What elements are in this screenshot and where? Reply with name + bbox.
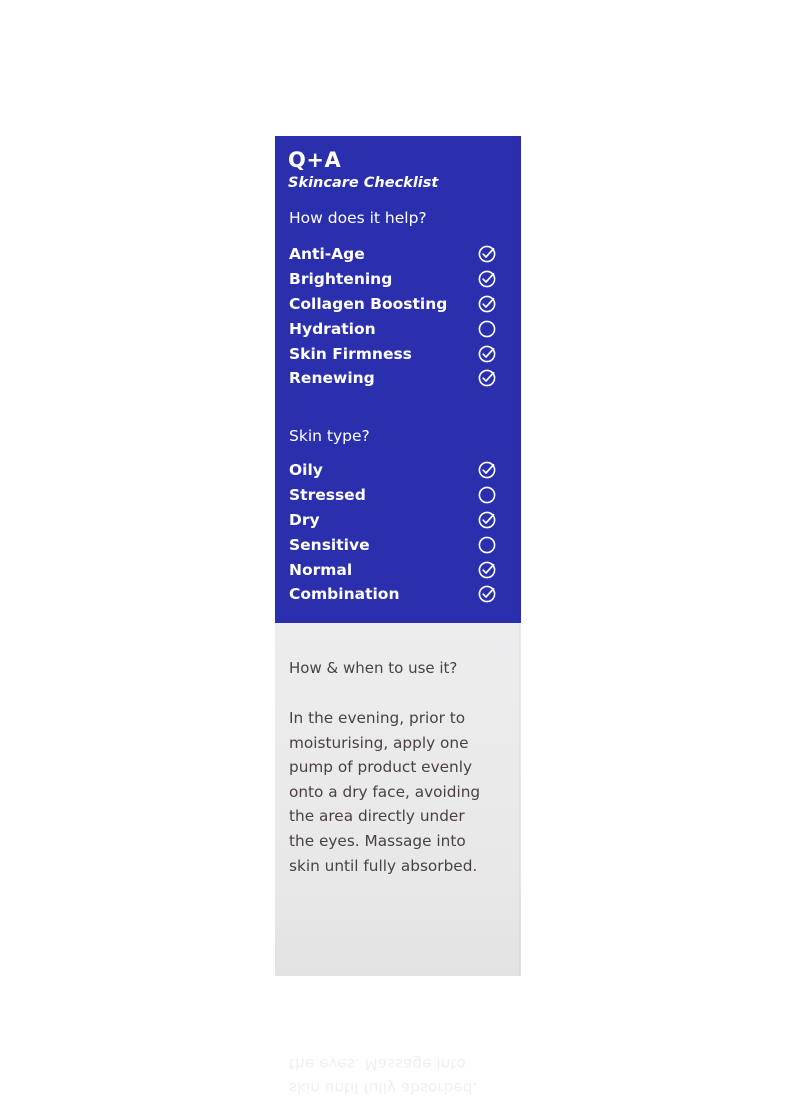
skin-type-item-label: Sensitive: [289, 535, 370, 554]
product-box-side: [275, 136, 521, 976]
box-reflection: [289, 1052, 509, 1100]
skin-type-item-label: Stressed: [289, 486, 366, 505]
check-circle-icon: [477, 244, 497, 264]
usage-line: skin until fully absorbed.: [289, 856, 478, 875]
reflection-line: the eyes. Massage into: [289, 1055, 466, 1073]
check-circle-icon: [477, 294, 497, 314]
check-circle-icon: [477, 460, 497, 480]
reflection-line: skin until fully absorbed.: [289, 1079, 478, 1097]
help-list: [289, 242, 501, 391]
check-circle-icon: [477, 368, 497, 388]
skin-type-list: [289, 458, 501, 607]
skin-type-item-label: Combination: [289, 585, 400, 604]
skin-type-item: [289, 532, 501, 557]
check-circle-icon: [477, 584, 497, 604]
brand-logo: Q+A: [288, 148, 342, 172]
benefit-item-label: Collagen Boosting: [289, 294, 448, 313]
usage-heading: How & when to use it?: [289, 659, 458, 677]
benefit-item-label: Renewing: [289, 369, 375, 388]
benefit-item: [289, 292, 501, 317]
skin-type-item: [289, 483, 501, 508]
box-edge-shadow: [519, 136, 521, 976]
skin-type-item-label: Oily: [289, 461, 323, 480]
usage-line: the area directly under: [289, 807, 465, 826]
check-circle-icon: [477, 269, 497, 289]
benefit-item: [289, 267, 501, 292]
benefit-item-label: Anti-Age: [289, 245, 365, 264]
check-circle-icon: [477, 560, 497, 580]
skin-type-item: [289, 582, 501, 607]
checklist-title: Skincare Checklist: [288, 175, 439, 191]
skin-type-item: [289, 508, 501, 533]
check-circle-icon: [477, 510, 497, 530]
benefit-item: [289, 341, 501, 366]
empty-circle-icon: [477, 485, 497, 505]
benefit-item: [289, 316, 501, 341]
benefit-item: [289, 366, 501, 391]
skin-type-heading: Skin type?: [289, 427, 370, 445]
skin-type-item-label: Normal: [289, 560, 353, 579]
usage-line: onto a dry face, avoiding: [289, 782, 481, 801]
benefit-item-label: Brightening: [289, 270, 393, 289]
benefit-item-label: Hydration: [289, 319, 376, 338]
skin-type-item-label: Dry: [289, 510, 320, 529]
empty-circle-icon: [477, 319, 497, 339]
usage-line: In the evening, prior to: [289, 709, 466, 727]
help-heading: How does it help?: [289, 209, 427, 227]
empty-circle-icon: [477, 535, 497, 555]
skin-type-item: [289, 557, 501, 582]
checklist-panel: [275, 136, 521, 623]
skin-type-item: [289, 458, 501, 483]
usage-line: moisturising, apply one: [289, 733, 469, 752]
benefit-item: [289, 242, 501, 267]
benefit-item-label: Skin Firmness: [289, 344, 412, 363]
usage-instructions: [289, 706, 517, 878]
usage-line: pump of product evenly: [289, 758, 473, 777]
check-circle-icon: [477, 344, 497, 364]
usage-line: the eyes. Massage into: [289, 831, 466, 850]
